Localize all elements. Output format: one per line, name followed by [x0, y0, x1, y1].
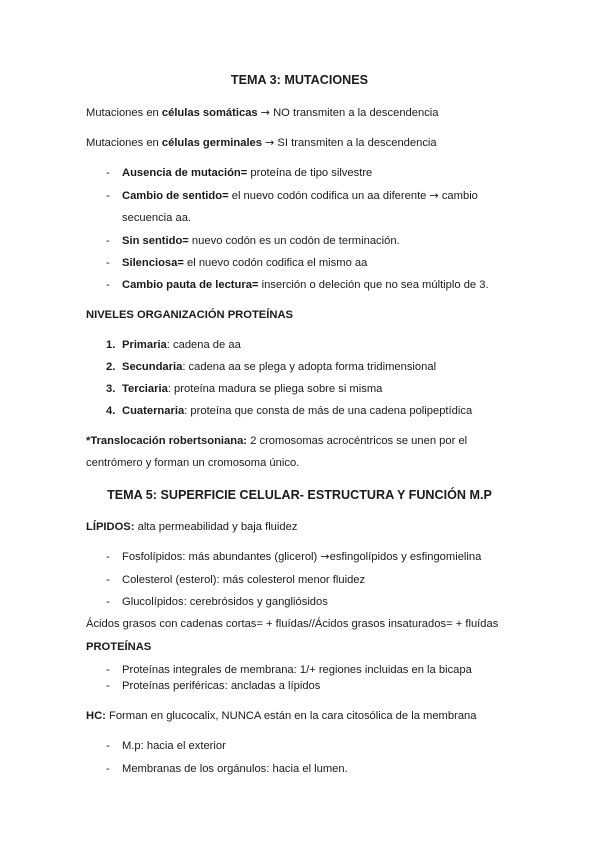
- hc-line: HC: Forman en glucocalix, NUNCA están en la cara citosólica de la membrana: [86, 710, 477, 722]
- dash-bullet: -: [106, 596, 110, 608]
- dash-bullet: -: [106, 664, 110, 676]
- dash-bullet: -: [106, 763, 110, 775]
- translocacion-line: *Translocación robertsoniana: 2 cromosomas acrocéntricos se unen por el: [86, 435, 468, 447]
- dash-bullet: -: [106, 574, 110, 586]
- tema5-title: TEMA 5: SUPERFICIE CELULAR- ESTRUCTURA Y FUNCIÓN M.P: [107, 488, 492, 502]
- document-page: TEMA 3: MUTACIONES Mutaciones en células somáticas → NO transmiten a la descendencia Mutaciones en células germinales → SI transmiten a la descendencia - Ausencia de mutación= proteína de tipo silvestre - Cambio de sentido= el nuevo codón codifica un aa diferente → cambio secuencia aa. - Sin sentido= nuevo codón es un codón de terminación. - Silenciosa= el nuevo codón codifica el mismo aa - Cambio pauta de lectura= inserción o deleción que no sea múltiplo de 3. NIVELES ORGANIZACIÓN PROTEÍNAS 1. Primaria: cadena de aa 2. Secundaria: cadena aa se plega y adopta forma tridimensional 3. Terciaria: proteína madura se pliega sobre si misma 4. Cuaternaria: proteína que consta de más de una cadena polipeptídica *Translocación robertsoniana: 2 cromosomas acrocéntricos se unen por el centrómero y forman un cromosoma único. TEMA 5: SUPERFICIE CELULAR- ESTRUCTURA Y FUNCIÓN M.P LÍPIDOS: alta permeabilidad y baja fluidez - Fosfolípidos: más abundantes (glicerol) →esfingolípidos y esfingomielina - Colesterol (esterol): más colesterol menor fluidez - Glucolípidos: cerebrósidos y gangliósidos Ácidos grasos con cadenas cortas= + fluídas//Ácidos grasos insaturados= + fluídas PROTEÍNAS - Proteínas integrales de membrana: 1/+ regiones incluidas en la bicapa - Proteínas periféricas: ancladas a lípidos HC: Forman en glucocalix, NUNCA están en la cara citosólica de la membrana - M.p: hacia el exterior - Membranas de los orgánulos: hacia el lumen.: [0, 0, 599, 848]
- translocacion-continuation: centrómero y forman un cromosoma único.: [86, 457, 300, 469]
- dash-bullet: -: [106, 235, 110, 247]
- niveles-heading: NIVELES ORGANIZACIÓN PROTEÍNAS: [86, 309, 293, 321]
- germinales-line: Mutaciones en células germinales → SI transmiten a la descendencia: [86, 136, 437, 149]
- dash-bullet: -: [106, 257, 110, 269]
- arrow-icon: →: [260, 106, 270, 119]
- dash-bullet: -: [106, 167, 110, 179]
- dash-bullet: -: [106, 551, 110, 563]
- somaticas-line: Mutaciones en células somáticas → NO transmiten a la descendencia: [86, 106, 439, 119]
- acidos-line: Ácidos grasos con cadenas cortas= + fluídas//Ácidos grasos insaturados= + fluídas: [86, 618, 499, 630]
- dash-bullet: -: [106, 190, 110, 202]
- arrow-icon: →: [265, 136, 275, 149]
- proteinas-heading: PROTEÍNAS: [86, 641, 152, 653]
- arrow-icon: →: [320, 550, 330, 563]
- dash-bullet: -: [106, 680, 110, 692]
- list-item-continuation: secuencia aa.: [122, 212, 192, 224]
- dash-bullet: -: [106, 279, 110, 291]
- arrow-icon: →: [429, 189, 439, 202]
- tema3-title: TEMA 3: MUTACIONES: [230, 73, 369, 87]
- lipidos-line: LÍPIDOS: alta permeabilidad y baja fluidez: [86, 521, 298, 533]
- dash-bullet: -: [106, 740, 110, 752]
